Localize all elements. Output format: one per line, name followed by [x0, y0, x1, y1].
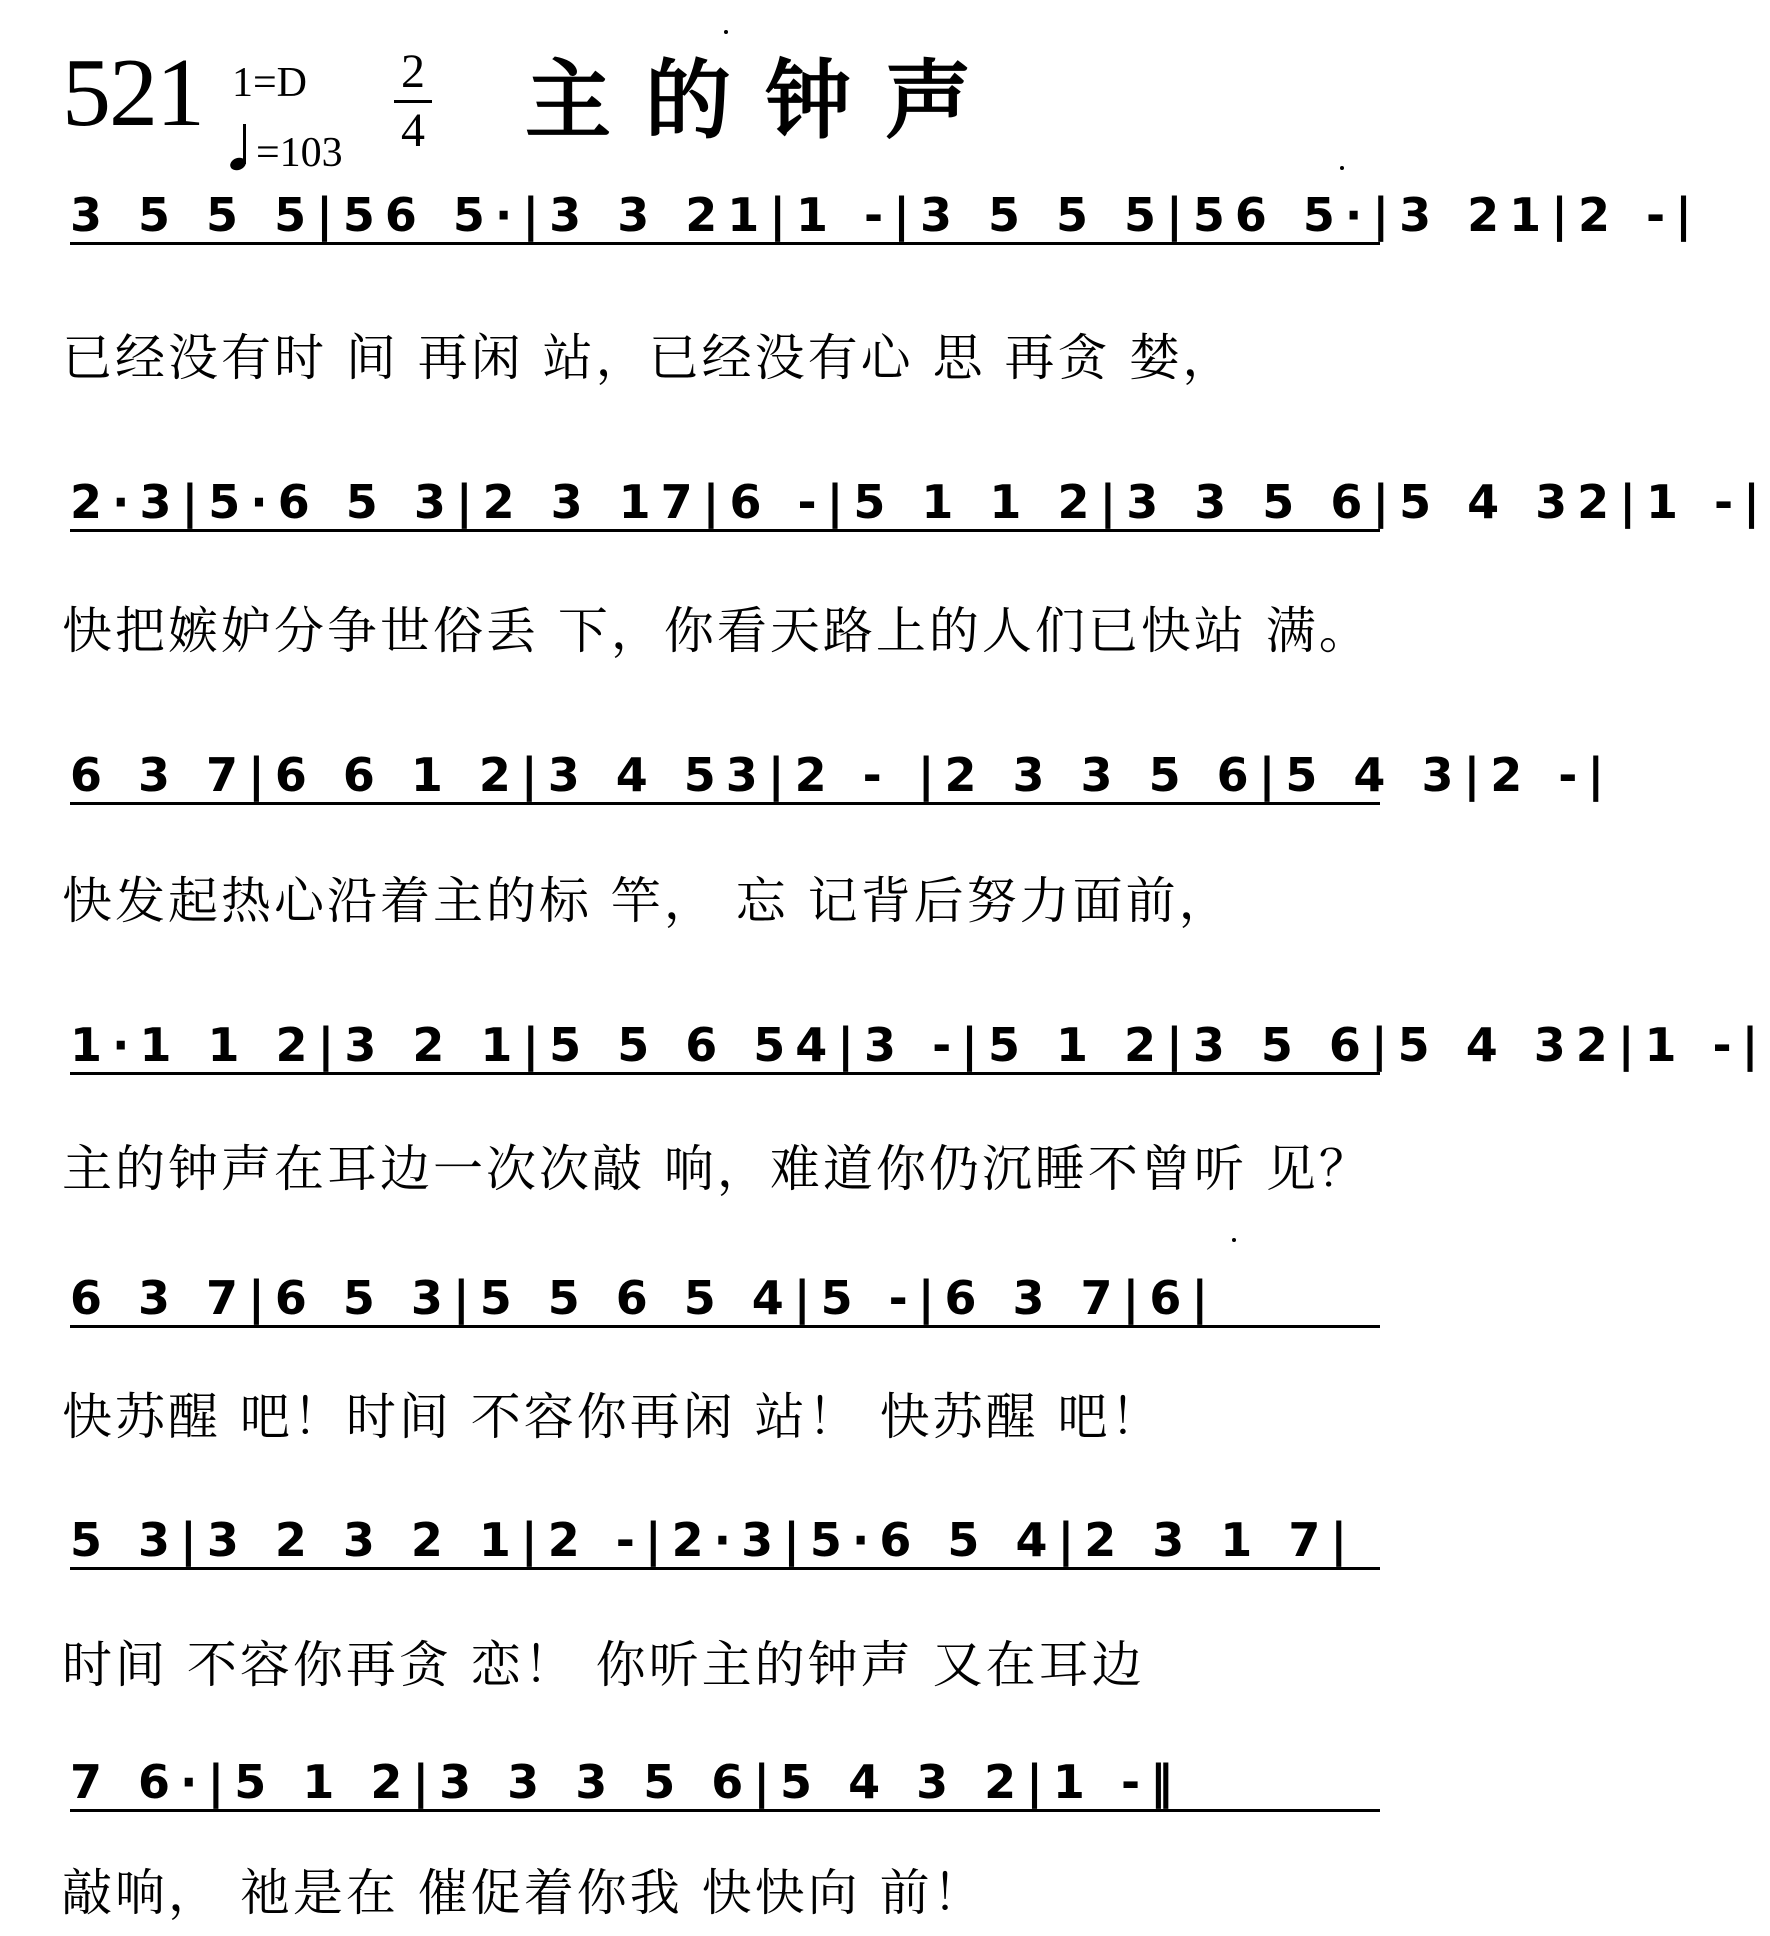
notation-line-7: 7 6·|5 1 2|3 3 3 5 6|5 4 3 2|1 -‖: [70, 1742, 1400, 1822]
key-signature: 1=D: [232, 60, 308, 106]
scan-speck: [724, 30, 728, 34]
time-signature-top: 2: [401, 45, 425, 98]
scan-speck: [1232, 1238, 1236, 1242]
lyric-line-1: 已经没有时 间 再闲 站，已经没有心 思 再贪 婪，: [62, 329, 1236, 387]
lyric-line-5: 快苏醒 吧！时间 不容你再闲 站！ 快苏醒 吧！: [62, 1388, 1164, 1446]
time-signature: [393, 45, 433, 157]
time-signature-divider: [394, 100, 432, 103]
notation-line-6: 5 3|3 2 3 2 1|2 -|2·3|5·6 5 4|2 3 1 7|: [70, 1500, 1400, 1580]
notation-line-5: 6 3 7|6 5 3|5 5 6 5 4|5 -|6 3 7|6|: [70, 1258, 1400, 1338]
song-title: 主的钟声: [525, 51, 1005, 151]
lyric-line-3: 快发起热心沿着主的标 竿， 忘 记背后努力面前，: [62, 872, 1232, 930]
hymn-number: 521: [62, 39, 203, 147]
lyric-line-6: 时间 不容你再贪 恋！ 你听主的钟声 又在耳边: [62, 1636, 1145, 1694]
lyric-line-7: 敲响， 祂是在 催促着你我 快快向 前！: [62, 1864, 986, 1922]
lyric-line-4: 主的钟声在耳边一次次敲 响，难道你仍沉睡不曾听 见？: [62, 1140, 1372, 1198]
notation-line-3: 6 3 7|6 6 1 2|3 4 53|2 - |2 3 3 5 6|5 4 3|2 -|: [70, 735, 1400, 815]
notation-line-1: 3 5 5 5|56 5·|3 3 21|1 -|3 5 5 5|56 5·|3 21|2 -|: [70, 175, 1400, 255]
time-signature-bottom: 4: [401, 104, 425, 157]
quarter-note-icon: [230, 124, 248, 170]
notation-line-2: 2·3|5·6 5 3|2 3 17|6 -|5 1 1 2|3 3 5 6|5 4 32|1 -|: [70, 462, 1400, 542]
scan-speck: [1340, 166, 1344, 170]
lyric-line-2: 快把嫉妒分争世俗丢 下，你看天路上的人们已快站 满。: [62, 602, 1372, 660]
tempo-marking: [230, 124, 343, 174]
notation-line-4: 1·1 1 2|3 2 1|5 5 6 54|3 -|5 1 2|3 5 6|5 4 32|1 -|: [70, 1005, 1400, 1085]
tempo-value: =103: [256, 130, 343, 176]
